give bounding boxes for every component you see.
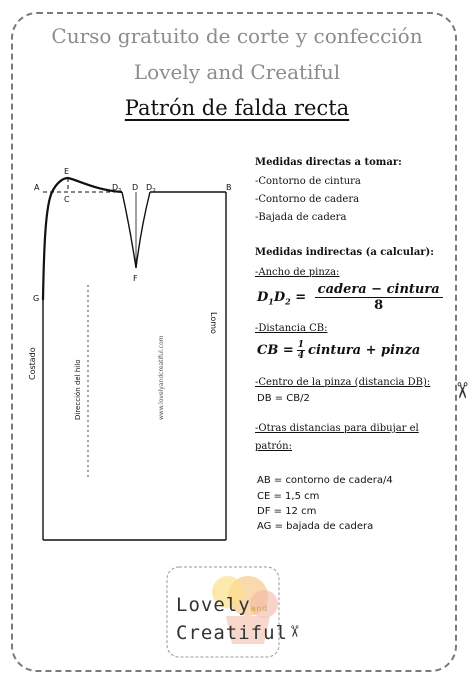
otras-distancias-label: -Otras distancias para dibujar el <box>255 423 419 434</box>
centro-pinza-label: -Centro de la pinza (distancia DB): <box>255 377 431 388</box>
watermark-url: www.lovelyandcreatiful.com <box>158 335 165 420</box>
label-lomo: Lomo <box>209 312 218 334</box>
brand-name: Lovely and Creatiful <box>133 60 341 84</box>
medida-ab: AB = contorno de cadera/4 <box>257 475 393 486</box>
waist-hip-curve <box>43 178 122 300</box>
point-g: G <box>33 294 40 303</box>
point-d1: $D_1$ <box>112 183 122 195</box>
point-d2: $D_2$ <box>146 183 156 195</box>
distancia-cb-label: -Distancia CB: <box>255 323 328 334</box>
label-costado: Costado <box>28 347 37 380</box>
medida-ce: CE = 1,5 cm <box>257 491 320 502</box>
otras-distancias-label-2: patrón: <box>255 441 292 452</box>
medida-df: DF = 12 cm <box>257 506 317 517</box>
medida-ag: AG = bajada de cadera <box>257 521 374 532</box>
point-b: B <box>226 183 232 192</box>
point-a: A <box>34 183 40 192</box>
logo-text-creatiful: Creatiful <box>176 622 288 644</box>
label-direccion-hilo: Dirección del hilo <box>74 359 82 420</box>
point-c: C <box>64 195 70 204</box>
point-f: F <box>133 274 138 283</box>
ancho-pinza-label: -Ancho de pinza: <box>255 267 340 278</box>
course-title: Curso gratuito de corte y confección <box>51 24 423 48</box>
scissors-icon: ✂ <box>448 381 474 400</box>
logo-text-lovely: Lovelyand <box>176 594 269 616</box>
directas-item: -Contorno de cadera <box>255 194 360 205</box>
indirectas-heading: Medidas indirectas (a calcular): <box>255 247 434 258</box>
db-formula: DB = CB/2 <box>257 393 310 404</box>
scissors-icon: ✂ <box>285 624 305 639</box>
point-e: E <box>64 167 70 176</box>
directas-heading: Medidas directas a tomar: <box>255 157 402 168</box>
formula-cb: CB = $\frac{1}{4}$ cintura + pinza <box>257 340 421 361</box>
page-title-text: Patrón de falda recta <box>124 96 350 120</box>
formula-ancho-pinza: $D_1D_2$ = $\frac{\text{cadera − cintura}}{8}$ <box>257 282 443 313</box>
directas-item: -Bajada de cadera <box>255 212 347 223</box>
point-d: D <box>132 183 139 192</box>
directas-item: -Contorno de cintura <box>255 176 361 187</box>
